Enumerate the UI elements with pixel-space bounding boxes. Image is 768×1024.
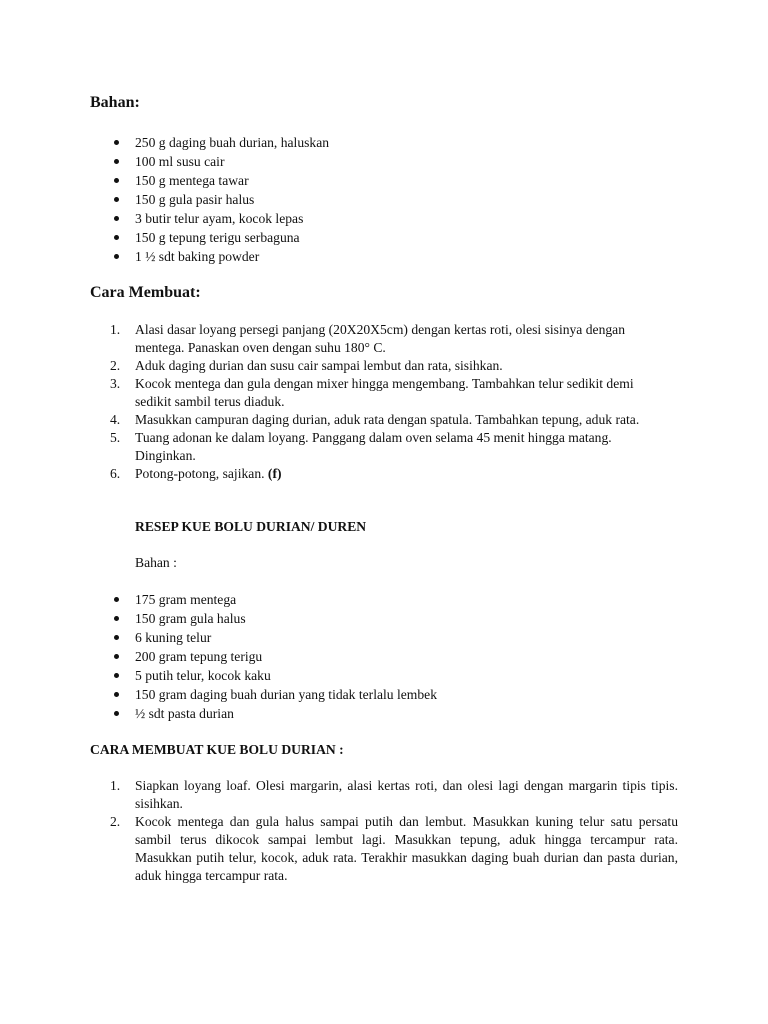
list-item: ½ sdt pasta durian	[90, 704, 690, 723]
list-item: 150 gram daging buah durian yang tidak terlalu lembek	[90, 685, 690, 704]
list-item: 150 gram gula halus	[90, 609, 690, 628]
step-text: Kocok mentega dan gula halus sampai putih dan lembut. Masukkan kuning telur satu persatu sambil terus dikocok sampai lembut lagi. Masukkan tepung, aduk hingga tercampur rata. Masukkan putih telur, kocok, aduk rata. Terakhir masukkan daging buah durian dan pasta durian, aduk hingga tercampur rata.	[135, 814, 678, 883]
list-item: 1 ½ sdt baking powder	[90, 247, 690, 266]
list-item	[90, 321, 670, 357]
step-text: Kocok mentega dan gula dengan mixer hingga mengembang. Tambahkan telur sedikit demi sedikit sambil terus diaduk.	[135, 376, 634, 409]
source-mark: (f)	[267, 466, 282, 481]
step-text: Masukkan campuran daging durian, aduk rata dengan spatula. Tambahkan tepung, aduk rata.	[135, 412, 640, 427]
list-item: 150 g gula pasir halus	[90, 190, 690, 209]
list-item: 3 butir telur ayam, kocok lepas	[90, 209, 690, 228]
list-item	[90, 429, 670, 465]
list-item	[90, 375, 670, 411]
steps-list-1	[90, 321, 670, 483]
list-item: 150 g tepung terigu serbaguna	[90, 228, 690, 247]
step-number: 5.	[110, 430, 121, 445]
list-item	[90, 357, 670, 375]
step-text: Aduk daging durian dan susu cair sampai lembut dan rata, sisihkan.	[135, 358, 503, 373]
steps-list-2	[90, 777, 678, 885]
list-item	[90, 777, 678, 813]
ingredient-list-2	[90, 590, 690, 723]
list-item: 250 g daging buah durian, haluskan	[90, 133, 690, 152]
cara-membuat-heading: Cara Membuat:	[90, 284, 201, 301]
bahan-subheading: Bahan :	[135, 555, 177, 570]
step-number: 3.	[110, 376, 121, 391]
list-item: 150 g mentega tawar	[90, 171, 690, 190]
step-number: 4.	[110, 412, 121, 427]
list-item: 175 gram mentega	[90, 590, 690, 609]
list-item: 6 kuning telur	[90, 628, 690, 647]
list-item	[90, 411, 670, 429]
list-item: 5 putih telur, kocok kaku	[90, 666, 690, 685]
bahan-heading: Bahan:	[90, 94, 140, 111]
step-number: 2.	[110, 814, 121, 829]
step-text: Siapkan loyang loaf. Olesi margarin, alasi kertas roti, dan olesi lagi dengan margarin tipis tipis. sisihkan.	[135, 778, 678, 811]
list-item	[90, 465, 670, 483]
list-item	[90, 813, 678, 885]
list-item: 100 ml susu cair	[90, 152, 690, 171]
list-item: 200 gram tepung terigu	[90, 647, 690, 666]
step-number: 1.	[110, 778, 121, 793]
step-text: Tuang adonan ke dalam loyang. Panggang dalam oven selama 45 menit hingga matang. Dinginkan.	[135, 430, 612, 463]
step-number: 1.	[110, 322, 121, 337]
step-text: Alasi dasar loyang persegi panjang (20X20X5cm) dengan kertas roti, olesi sisinya dengan mentega. Panaskan oven dengan suhu 180° C.	[135, 322, 625, 355]
step-text: Potong-potong, sajikan.	[135, 466, 265, 481]
step-number: 2.	[110, 358, 121, 373]
ingredient-list-1	[90, 133, 690, 266]
cara-membuat-kue-heading: CARA MEMBUAT KUE BOLU DURIAN :	[90, 742, 344, 757]
recipe-title: RESEP KUE BOLU DURIAN/ DUREN	[135, 519, 367, 534]
step-number: 6.	[110, 466, 121, 481]
